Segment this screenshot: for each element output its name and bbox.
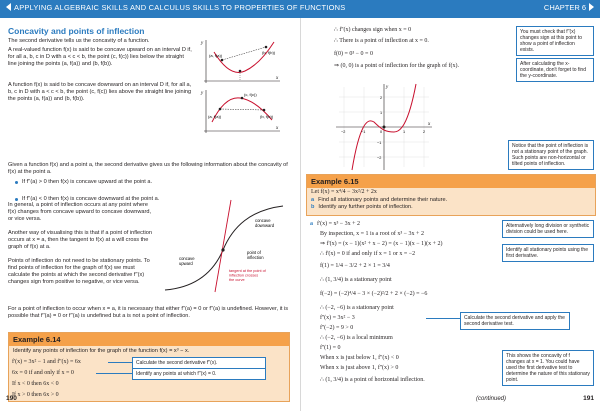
note-second-derivative: Calculate the second derivative f''(x). [132, 357, 266, 369]
label-c-fc: (c, f(c)) [244, 92, 257, 97]
solution-line-14: When x is just above 1, f''(x) > 0 [320, 365, 399, 371]
tick-y: −2 [377, 156, 382, 160]
part-a-text: Find all stationary points and determine their nature. [318, 197, 448, 203]
tick-x: 2 [423, 130, 426, 134]
solution-line-1: f'(x) = x³ − 3x + 2 [317, 221, 361, 227]
paragraph-point-of-inflection: In general, a point of inflection occurs at any point where f(x) changes from concave upward to concave downward, or vice versa. [8, 202, 152, 222]
note-zero-points: Identify any points at which f''(x) = 0. [132, 368, 266, 380]
example-question: Identify any points of inflection for the graph of the function f(x) = x³ − x. [13, 348, 190, 354]
tick-y: 1 [380, 111, 383, 115]
continued-label: (continued) [476, 396, 507, 402]
bullet-concave-down: If f''(a) < 0 then f(x) is concave downward at the point a. [14, 196, 284, 203]
note-y-coordinate: After calculating the x-coordinate, don't forget to find the y-coordinate. [516, 58, 594, 82]
intro-paragraph-2: A real-valued function f(x) is said to be concave upward on an interval D if, for all a, b, c in D with a < c < b, the point (c, f(c)) lies below the straight line joining the points (a, f(a)) and (b, f(b)). [8, 47, 192, 67]
example-line-4: If x > 0 then 6x > 0 [12, 392, 59, 398]
y-axis-label: y [201, 91, 204, 96]
note-tilted-inflection: Notice that the point of inflection is not a stationary point of the graph. Such points are non-horizontal or tilted points of inflection. [508, 140, 594, 170]
note-stationary-points: Identify all stationary points using the first derivative. [502, 244, 594, 262]
y-axis-label: y [386, 85, 389, 90]
solution-a-letter: a [310, 221, 313, 227]
x-axis-label: x [276, 76, 279, 81]
note-long-division: Alternatively long division or synthetic division could be used here. [502, 220, 594, 238]
concave-downward-graph [200, 88, 282, 134]
solution-line-4: ∴ f'(x) = 0 if and only if x = 1 or x = −2 [320, 251, 416, 257]
x-axis-label: x [276, 126, 279, 131]
label-tangent: tangent at the point of inflection crosses the curve [229, 269, 266, 282]
solution-line-12: f''(1) = 0 [320, 345, 341, 351]
chapter-title: APPLYING ALGEBRAIC SKILLS AND CALCULUS SKILLS TO PROPERTIES OF FUNCTIONS [6, 3, 345, 12]
tick-y: −1 [377, 141, 382, 145]
tick-x: 1 [403, 130, 406, 134]
intro-paragraph-1: The second derivative tells us the concavity of a function. [8, 38, 150, 44]
paragraph-necessary-condition: For a point of inflection to occur when x = a, it is necessary that either f''(a) = 0 or f''(a) is undefined. However, it is possible that f''(a) = 0 or f''(a) is undefined but a is not a point of inflection. [8, 306, 289, 319]
solution-line-6: ∴ (1, 3/4) is a stationary point [320, 277, 392, 283]
page-number-right: 191 [583, 395, 594, 402]
part-b-text: Identify any further points of inflection. [318, 204, 413, 210]
example-function: Let f(x) = x⁴/4 − 3x²/2 + 2x [311, 189, 377, 195]
example-title: Example 6.15 [307, 175, 595, 188]
example-line-1: f'(x) = 3x² − 1 and f''(x) = 6x [12, 359, 81, 365]
tick-x: −2 [341, 130, 346, 134]
solution-line-10: f''(−2) = 9 > 0 [320, 325, 354, 331]
solution-line-11: ∴ (−2, −6) is a local minimum [320, 335, 393, 341]
back-arrow-icon [6, 3, 11, 11]
solution-line-15: ∴ (1, 3/4) is a point of horizontal inflection. [320, 377, 425, 383]
example-line-3: If x < 0 then 6x < 0 [12, 381, 59, 387]
label-b-fb: (b, f(b)) [262, 50, 276, 55]
part-a-letter: a [311, 197, 315, 203]
x-axis-label: x [428, 122, 431, 127]
forward-arrow-icon [589, 3, 594, 11]
note-connector [96, 373, 132, 374]
y-axis-label: y [201, 41, 204, 46]
note-connector [108, 362, 132, 363]
chapter-number: CHAPTER 6 [544, 3, 594, 12]
page-number-left: 190 [6, 395, 17, 402]
solution-line-5: f(1) = 1/4 − 3/2 + 2 × 1 = 3/4 [320, 263, 390, 269]
solution-line-7: f(−2) = (−2)⁴/4 − 3 × (−2)²/2 + 2 × (−2) = −6 [320, 291, 428, 297]
left-page [4, 22, 294, 404]
intro-paragraph-4: Given a function f(x) and a point a, the second derivative gives us the following information about the concavity of f(x) at the point a. [8, 162, 288, 175]
solution-line-2: By inspection, x = 1 is a root of x³ − 3x + 2 [320, 231, 424, 237]
label-a-fa: (a, f(a)) [209, 53, 223, 58]
page-spine [300, 18, 301, 411]
solution-line-8: ∴ (−2, −6) is a stationary point [320, 305, 394, 311]
sign-change-line: ∴ f''(x) changes sign when x = 0 [334, 27, 412, 33]
tick-x: −1 [361, 130, 366, 134]
example-6-15 [306, 174, 596, 216]
solution-line-13: When x is just below 1, f''(x) < 0 [320, 355, 399, 361]
example-title: Example 6.14 [9, 333, 289, 346]
bullet-concave-up: If f''(a) > 0 then f(x) is concave upward at the point a. [14, 179, 284, 186]
inflection-tangent-graph [159, 198, 287, 294]
intro-paragraph-3: A function f(x) is said to be concave downward on an interval D if, for all a, b, c in D with a < c < b, the point (c, f(c)) lies above the straight line joining the points (a, f(a)) and (b, f(b)). [8, 82, 192, 102]
note-second-derivative-test: Calculate the second derivative and apply the second derivative test. [460, 312, 570, 330]
note-check-sign: You must check that f''(x) changes sign at this point to show a point of inflection exists. [516, 26, 594, 56]
conclusion-line: ⇒ (0, 0) is a point of inflection for the graph of f(x). [334, 63, 459, 69]
concave-upward-graph [200, 38, 282, 84]
inflection-line: ∴ There is a point of inflection at x = 0. [334, 38, 429, 44]
tick-y: 2 [380, 96, 383, 100]
paragraph-stationary: Points of inflection do not need to be stationary points. To find points of inflection for the graph of f(x) we must calculate the points at which the second derivative f''(x) changes sign from positive to negative, or vice versa. [8, 258, 150, 285]
section-heading: Concavity and points of inflection [8, 26, 145, 36]
part-b-letter: b [311, 204, 315, 210]
note-connector [426, 318, 460, 319]
tick-x: 0 [380, 130, 383, 134]
label-b-fb: (b, f(b)) [260, 114, 274, 119]
solution-line-9: f''(x) = 3x² − 3 [320, 315, 355, 321]
right-page [306, 22, 596, 404]
label-point-of-inflection: point of inflection [247, 250, 264, 260]
f-zero-line: f(0) = 0³ − 0 = 0 [334, 51, 373, 57]
chapter-header-bar [0, 0, 600, 18]
solution-line-3: ⇒ f'(x) = (x − 1)(x² + x − 2) = (x − 1)(x − 1)(x + 2) [320, 241, 443, 247]
label-concave-downward: concave downward [255, 218, 275, 228]
label-concave-upward: concave upward [179, 256, 195, 266]
label-a-fa: (a, f(a)) [208, 114, 222, 119]
note-concavity-change: This shows the concavity of f changes at x = 1. You could have used the first derivative test to determine the nature of this stationary point. [502, 350, 594, 386]
cubic-graph [334, 82, 434, 172]
example-line-2: 6x = 0 if and only if x = 0 [12, 370, 74, 376]
paragraph-tangent: Another way of visualising this is that if a point of inflection occurs at x = a, then the tangent to f(x) at a will cross the graph of f(x) at a. [8, 230, 152, 250]
